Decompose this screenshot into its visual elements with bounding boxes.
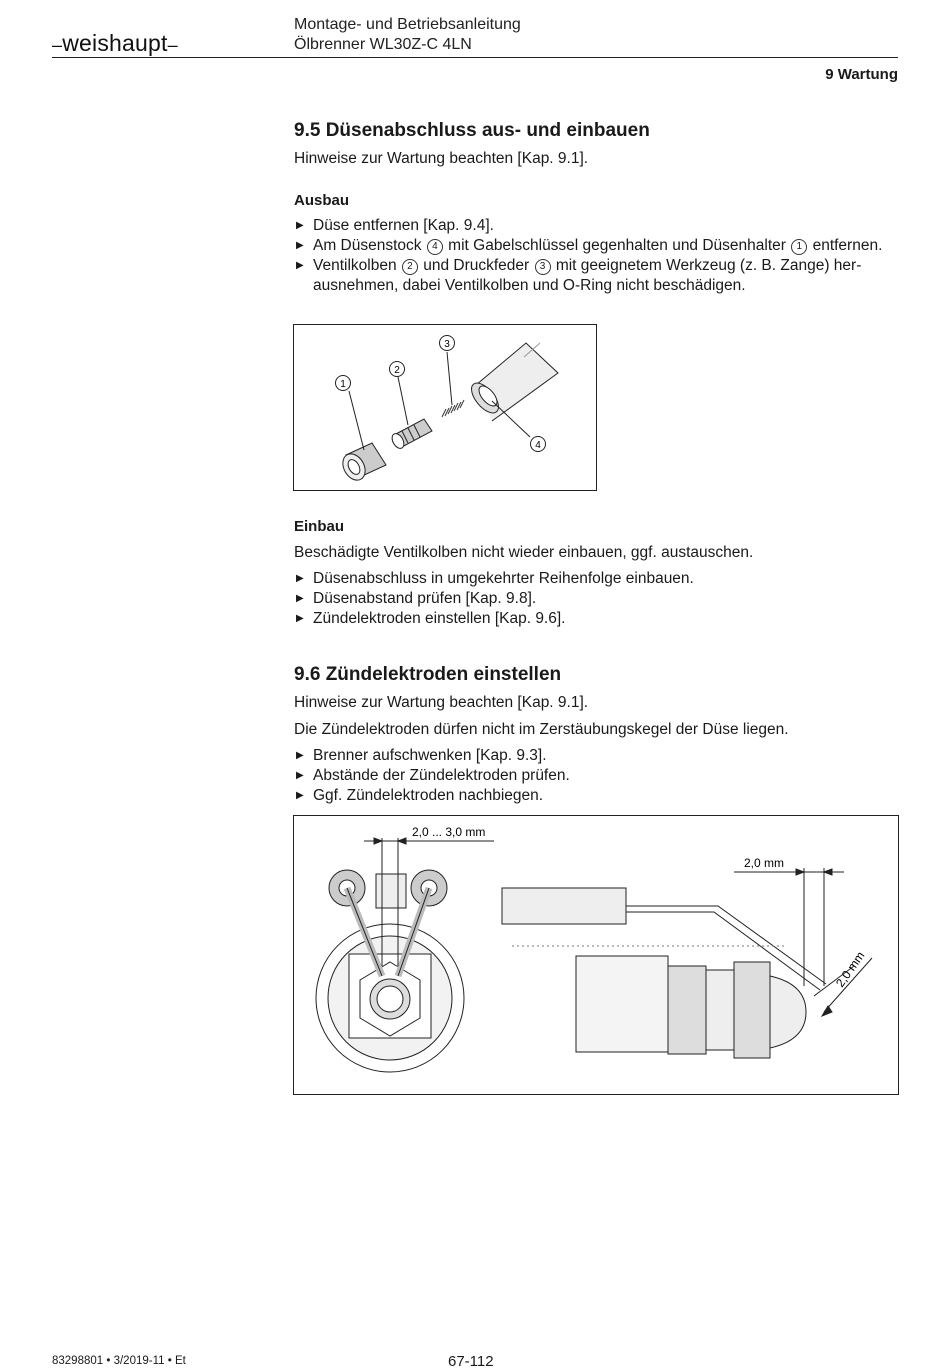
ausbau-list <box>294 216 898 296</box>
section-9-5-heading: 9.5 Düsenabschluss aus- und einbauen <box>294 120 650 141</box>
list-item <box>294 216 898 236</box>
section-9-6-list <box>294 746 898 806</box>
page-number: 67-112 <box>448 1353 494 1370</box>
nozzle-seal-drawing <box>294 325 596 490</box>
dimension-gap-label: 2,0 ... 3,0 mm <box>412 825 486 839</box>
callout-3: 3 <box>444 339 450 350</box>
ausbau-title: Ausbau <box>294 192 350 209</box>
callout-2: 2 <box>394 365 400 376</box>
nozzle-seal-figure <box>293 324 597 491</box>
logo-text: weishaupt <box>62 30 168 56</box>
section-9-5-intro: Hinweise zur Wartung beachten [Kap. 9.1]. <box>294 150 589 167</box>
ausbau-item-text: entfernen. <box>812 237 883 254</box>
section-9-6-intro: Hinweise zur Wartung beachten [Kap. 9.1]. <box>294 694 589 711</box>
document-title-line2: Ölbrenner WL30Z-C 4LN <box>294 36 472 53</box>
einbau-text: Beschädigte Ventilkolben nicht wieder einbauen, ggf. austauschen. <box>294 544 754 561</box>
ausbau-item-text: Ventilkolben <box>313 257 397 274</box>
marker-2: 2 <box>402 259 418 275</box>
marker-1: 1 <box>791 239 807 255</box>
callout-1: 1 <box>340 379 346 390</box>
list-item: ▶ Zündelektroden einstellen [Kap. 9.6]. <box>294 609 898 629</box>
document-title-line1: Montage- und Betriebsanleitung <box>294 16 521 33</box>
callout-4: 4 <box>535 440 541 451</box>
marker-4: 4 <box>427 239 443 255</box>
ausbau-item-text: Düse entfernen [Kap. 9.4]. <box>313 217 494 234</box>
chapter-label: 9 Wartung <box>825 66 898 83</box>
section-9-6-heading: 9.6 Zündelektroden einstellen <box>294 664 562 685</box>
list-item: ▶ Ggf. Zündelektroden nachbiegen. <box>294 786 898 806</box>
ignition-electrodes-figure <box>293 815 899 1095</box>
list-item: ▶ Düsenabschluss in umgekehrter Reihenfolge einbauen. <box>294 569 898 589</box>
list-item: ▶ Brenner aufschwenken [Kap. 9.3]. <box>294 746 898 766</box>
dimension-top-label: 2,0 mm <box>744 856 785 870</box>
einbau-list <box>294 569 898 629</box>
document-title <box>294 15 521 55</box>
marker-3: 3 <box>535 259 551 275</box>
dimension-diagonal-label: 2,0 mm <box>832 948 868 990</box>
list-item: ▶ Düsenabstand prüfen [Kap. 9.8]. <box>294 589 898 609</box>
list-item <box>294 256 898 296</box>
einbau-title: Einbau <box>294 518 345 535</box>
ausbau-item-text: Am Düsenstock <box>313 237 422 254</box>
ausbau-item-text: und Druckfeder <box>423 257 530 274</box>
ausbau-item-text: mit geeignetem Werkzeug (z. B. Zange) herausnehmen, dabei Ventilkolben und O-Ring nicht beschädigen. <box>313 257 862 294</box>
weishaupt-logo: –weishaupt– <box>52 30 178 56</box>
header-divider <box>52 57 898 58</box>
list-item: ▶ Abstände der Zündelektroden prüfen. <box>294 766 898 786</box>
document-number: 83298801 • 3/2019-11 • Et <box>52 1355 186 1367</box>
ausbau-item-text: mit Gabelschlüssel gegenhalten und Düsenhalter <box>448 237 786 254</box>
section-9-6-text: Die Zündelektroden dürfen nicht im Zerstäubungskegel der Düse liegen. <box>294 721 789 738</box>
ignition-electrodes-drawing <box>294 816 898 1094</box>
list-item <box>294 236 898 256</box>
